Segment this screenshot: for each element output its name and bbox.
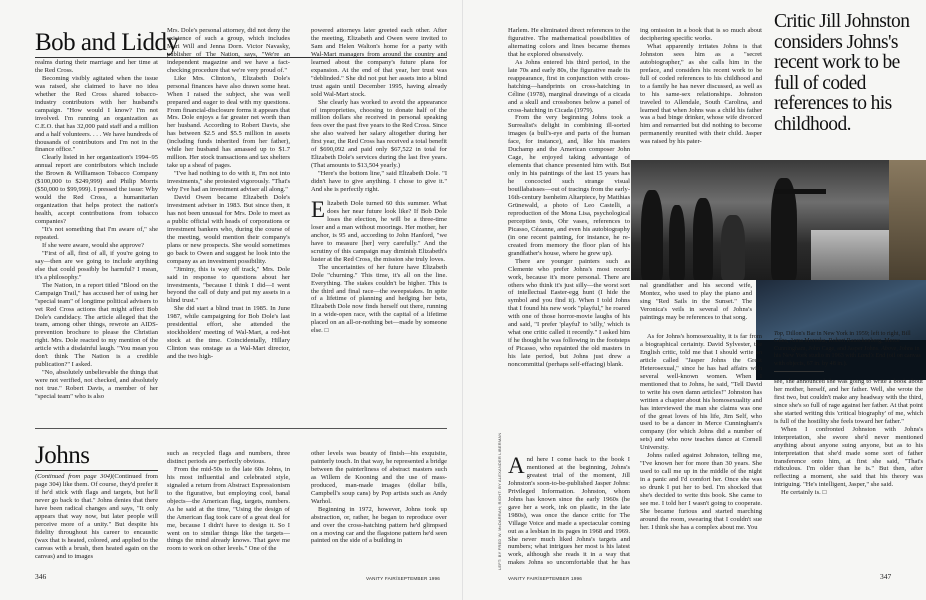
- paragraph: If she were aware, would she approve?: [42, 241, 144, 249]
- photo-dillons-bar: [631, 160, 889, 280]
- paragraph: [35, 473, 158, 560]
- paragraph: Johns railed against Johnston, telling me, "I've known her for more than 30 years. She used to call me up in the middle of the night in a panic and I'd comfort her. Once she was so drunk I put her to bed. I'm shocked that she's decided to write this book. She came to see me. I told her I wasn't going to cooperate. She became furious and started marching around the room, swearing that I couldn't sue her. I think she has a complex about me. You: [640, 452, 762, 531]
- paragraph: She clearly has worked to avoid the appearance of improprieties, choosing to donate half of the million dollars she received in personal speaking fees over the past five years to the Red Cross. Since she also waived her salary altogether during her first year, the Red Cross has received a total benefit of $690,092 and paid only $67,522 in total for Elizabeth Dole's services during the last five years. (That amounts to $13,504 yearly.): [311, 98, 447, 170]
- johns-column-4-continued: [508, 456, 630, 566]
- photo-studio-strip: [889, 160, 926, 280]
- caption-text: Johns in his New York studio in 1963 with: [774, 345, 920, 360]
- paragraph: nal grandfather and his second wife, Montez, who used to play the piano and sing "Red Sails in the Sunset." The Veronica's veils in several of Johns's paintings may be references to that song.: [640, 282, 752, 321]
- paragraph: What apparently irritates Johns is that Johnston sees him as a "secret autobiographer," as she calls him in the preface, and considers his recent work to be full of coded references to his childhood and to a family he has never discussed, as well as to his same-sex relationships. Johnston traveled to Allendale, South Carolina, and learned that when Johns was a child his father was a bad binge drinker, whose wife divorced him and remarried but did nothing to become permanently reunited with their child. Jasper was raised by his pater-: [640, 42, 762, 146]
- johns-column-3: [311, 450, 447, 554]
- bob-liddy-column-2: [167, 27, 290, 404]
- figure-silhouette: [669, 205, 685, 280]
- figure-silhouette: [641, 190, 663, 280]
- paragraph: From the mid-50s to the late 60s Johns, in his most influential and celebrated style, signaled a return from Abstract Expressionism to the figurative, but employing cool, banal objects—the American flag, targets, numbers. As he said at the time, "Using the design of the American flag took care of a great deal for me, because I didn't have to design it. So I went on to similar things like the targets—things the mind already knows. That gave me room to work on other levels." One of the: [167, 465, 290, 553]
- heading-rule: [35, 470, 158, 471]
- running-footer: VANITY FAIR/SEPTEMBER 1996: [366, 576, 440, 581]
- paragraph: Beginning in 1972, however, Johns took up abstraction, or, rather, he began to reproduce over and over the cross-hatching pattern he'd glimpsed on a moving car and the flagstone pattern he'd seen painted on the side of a building in: [311, 505, 447, 545]
- caption-label-top: Top,: [774, 331, 785, 337]
- paragraph: Clearly listed in her organization's 1994–95 annual report are contributors which include the Brown & Williamson Tobacco Company ($100,000 to $249,999) and Philip Morris ($50,000 to $99,999). I pressed the issue: Why would the Red Cross, a humanitarian organization that helps protect the nation's health, accept contributions from tobacco companies?: [35, 154, 158, 226]
- continued-from-note: (Continued from page 304): [35, 473, 113, 480]
- paragraph: Harlem. He eliminated direct references to the figurative. The mathematical possibilities of alternating colors and lines became themes that he explored obsessively.: [508, 27, 630, 58]
- paragraph: "First of all, first of all, if you're going to say—then are we going to include anything else that could possibly be harmful? I mean, it's a philosophy.": [35, 249, 158, 281]
- paragraph: Mrs. Dole's personal attorney, did not deny the existence of such a group, which includes Mari Will and Jenna Dorn. Victor Navasky, publisher of The Nation, says, "We're an independent magazine and we have a fact-checking procedure that we're very proud of.": [167, 27, 290, 74]
- section-divider: [35, 428, 447, 429]
- pull-quote: Critic Jill Johnston considers Johns's recent work to be full of coded references to his childhood.: [774, 11, 910, 135]
- paragraph: The uncertainties of her future have Elizabeth Dole "churning." This time, it's all on the line. Everything. The stakes couldn't be higher. This is the third and final race—the sweepstakes. In spite of a lifetime of planning and hedging her bets, Elizabeth Dole now finds herself out there, running in a wide-open race, with the capital of a lifetime placed on an all-or-nothing bet—made by someone else. □: [311, 263, 447, 335]
- dropcap-letter: E: [311, 197, 326, 223]
- figure-silhouette: [693, 198, 713, 280]
- johns-column-2: [167, 450, 290, 562]
- article-heading-bob-and-liddy: Bob and Liddy: [35, 29, 179, 56]
- bob-liddy-column-3: [311, 27, 447, 404]
- paragraph: Becoming visibly agitated when the issue was raised, she claimed to have no idea whether the Red Cross shared tobacco-industry contributors with her husband's campaign. "How would I know? I'm not involved. I'm running an organization as C.E.O. that has 32,000 paid staff and a million and a half volunteers. . . . We have hundreds of thousands of contributors and I'm not in the finance office.": [35, 74, 158, 154]
- paragraph-text: nd here I come back to the book I mentioned at the beginning, Johns's greatest trial of the moment, Jill Johnston's soon-to-be-published Jasper Johns: Privileged Information. Johnston, whom Johns has known since the early 1960s (he gave her a work, ink on plastic, in the late 1980s), was once the dance critic for The Village Voice and made a spectacular coming out as a lesbian in its pages in 1968 and 1969. She never much liked Johns's targets and numbers; what intrigues her most is his latest work, although she reads it in a way that makes Johns so uncomfortable that he has: [508, 456, 630, 566]
- johns-column-5-middle: [640, 282, 752, 332]
- paragraph: She did start a blind trust in 1985. In June 1987, while campaigning for Bob Dole's last presidential effort, she attended the stockholders' meeting of Wal-Mart, a red-hot stock at the time. Coincidentally, Hillary Clinton was onstage as a Wal-Mart director, and the two high-: [167, 305, 290, 361]
- paragraph: Like Mrs. Clinton's, Elizabeth Dole's personal finances have also drawn some heat. When I raised the subject, she was well prepared and eager to deal with my questions. From financial-disclosure forms it appears that Mrs. Dole enjoys a far greater net worth than her husband. According to Robert Davis, she has between $2.5 and $5.5 million in assets (including funds inherited from her father), while her husband has amassed up to $1.7 million. Her stock transactions and tax shelters take up a sheaf of pages.: [167, 74, 290, 170]
- paragraph: From the very beginning Johns took a Surrealist's delight in combining ill-sorted images (a bull's-eye and parts of the human face, for instance), and, like his masters Duchamp and the American composer John Cage, he enjoyed taking advantage of elements that chance presented him with. But only in his paintings of the last 15 years has he concocted such strange visual bouillabaisses—out of tracings from the early-16th-century Isenheim Altarpiece, by Matthias Grünewald, a photo of Leo Castelli, a reproduction of the Mona Lisa, psychological perception tests, Ohr vases, references to Picasso, Cézanne, and even his autobiography (in one recent painting, for instance, he re-created from memory the floor plan of his grandfather's house, where he grew up).: [508, 114, 630, 257]
- photo-caption: [774, 331, 924, 368]
- caption-artwork-title: Land's End: [857, 353, 886, 360]
- paragraph-text: lizabeth Dole turned 60 this summer. What does her near future look like? If Bob Dole loses the election, he will be a three-time loser and a man without moorings. Her mother, her anchor, is 95 and, according to John Hanford, "we have to measure [her] very carefully." And the scrutiny of this campaign may diminish Elizabeth's luster at the Red Cross, the mission she truly loves.: [311, 200, 447, 263]
- paragraph: "It's not something that I'm aware of," she repeated.: [35, 226, 158, 241]
- johns-column-4: [508, 27, 630, 456]
- paragraph: ing omission in a book that is so much about deciphering specific works.: [640, 27, 762, 42]
- page-number: 347: [880, 572, 892, 581]
- caption-rule: [774, 371, 824, 372]
- caption-text: Dillon's Bar in New York in 1959; left to right, Bill Giles, Anna Moreska, Robert Rauschenberg, Merce Cunningham, John Cage, and Jasper Johns.: [774, 331, 911, 352]
- article-heading-johns: Johns: [35, 442, 90, 469]
- paragraph: such as recycled flags and numbers, three distinct periods are perfectly obvious.: [167, 450, 290, 465]
- paragraph: He certainly is. □: [781, 489, 827, 497]
- johns-column-6: [774, 378, 923, 534]
- johns-column-5-bottom: [640, 333, 762, 566]
- running-footer: VANITY FAIR/SEPTEMBER 1996: [508, 576, 582, 581]
- johns-column-5-top: [640, 27, 762, 157]
- johns-column-1: [35, 473, 158, 563]
- pull-quote-bar: [774, 189, 826, 194]
- paragraph: powered attorneys later greeted each other. After the meeting, Elizabeth and Owen were invited to Sam and Helen Walton's home for a party with Wal-Mart managers from around the country and learned about the company's future plans for expansion. At the end of that year, her trust was "deblinded." She did not put her assets into a blind trust again until December 1995, having already sold Wal-Mart stock.: [311, 27, 447, 98]
- paragraph: When I confronted Johnston with Johns's interpretation, she swore she'd never mentioned anything about anyone suing anyone, but as to his interpretation that she'd made some sort of father transference onto him, at first she said, "That's ridiculous. I'm older than he is." But then, after reflecting a moment, she said that his theory was intriguing. "He's intelligent, Jasper," she said.: [774, 425, 923, 489]
- photo-credit: LEFT: BY FRED W. McDARRAH; RIGHT: BY ALEXANDER LIBERMAN: [497, 432, 502, 570]
- bar-counter: [811, 230, 889, 280]
- paragraph: "Here's the bottom line," said Elizabeth Dole. "I didn't have to give anything. I chose to give it." And she is perfectly right.: [311, 170, 447, 194]
- paragraph: As Johns entered his third period, in the late 70s and early 80s, the figurative made its reappearance, first in conjunction with cross-hatching—handprints on cross-hatching in Céline (1978), marginal drawings of a cicada and a skull and crossbones below a panel of cross-hatching in Cicada (1979).: [508, 58, 630, 114]
- paragraph: see, she announced she was going to write a book about her mother, herself, and her father. Well, she wrote the first two, but couldn't make any headway with the third, since she's so full of rage against her father. At that point she started writing this 'critical biography' of me, which is full of the hostility she feels toward her father.": [774, 378, 923, 425]
- paragraph: "No, absolutely unbelievable the things that were not verified, not checked, and absolutely not true." Robert Davis, a member of her "special team" who is also: [35, 369, 158, 401]
- dropcap-letter: A: [508, 456, 525, 478]
- paragraph: David Owen became Elizabeth Dole's investment adviser in 1983. But since then, it has not been unusual for Mrs. Dole to meet as a public official with heads of corporations or investment bankers who, during the course of the meeting, would mention their company's plans or new prospects. She would sometimes go back to Owen and suggest he look into the company as an investment possibility.: [167, 194, 290, 265]
- paragraph: The Nation, in a report titled "Blood on the Campaign Trail," has accused her of using her "special team" of longtime political advisers to vet Red Cross actions that might affect Bob Dole's candidacy. The article alleged that the team, among other things, rewrote an AIDS-prevention brochure to please the Christian right. Mrs. Dole reacted to my mention of the article with a disdainful laugh. "You mean you don't think The Nation is a credible publication?" I asked.: [35, 281, 158, 369]
- paragraph: As for Johns's homosexuality, it is far from a biographical certainty. David Sylvester, the English critic, told me that I should write an article called "Jasper Johns the Great Heterosexual," since he has had affairs with several well-known women. When I mentioned that to Johns, he said, "Tell David to write his own damn articles!" Johnston has written a chapter about his homosexuality and has interviewed the man she claims was one of the great loves of his life, Jim Self, who used to be a dancer in Merce Cunningham's company (for which Johns did a number of sets) and who now teaches dance at Cornell University.: [640, 333, 762, 452]
- dropcap-paragraph: [311, 197, 447, 264]
- bob-liddy-column-1: [35, 59, 158, 404]
- figure-silhouette: [721, 215, 745, 280]
- paragraph: "Jiminy, this is way off track," Mrs. Dole said in response to questions about her investments, "because I think I did—I went beyond the call of duty and put my assets in a blind trust.": [167, 265, 290, 305]
- dropcap-paragraph: [508, 456, 630, 566]
- page-number: 346: [35, 572, 47, 581]
- paragraph: other levels was beauty of finish—his exquisite, painterly touch. In that way, he represented a bridge between the painterliness of abstract masters such as Willem de Kooning and the use of mass-produced, man-made images (dollar bills, Campbell's soup cans) by Pop artists such as Andy Warhol.: [311, 450, 447, 505]
- paragraph: There are younger painters such as Clemente who prefer Johns's most recent work, because it's more personal. There are others who think it's just silly—the worst sort of intellectual Easter-egg hunt (I hide the symbol and you find it). When I told Johns that I found his new work "playful," he roared with one of those horror-movie laughs of his and said, "I prefer 'playful' to 'silly,' which is what one critic called it recently." I asked him if he thought he was following in the footsteps of Picasso, who repainted the old masters in his late period, but Johns just drew a noncommittal (perhaps self-effacing) blank.: [508, 257, 630, 369]
- caption-label-above: Above,: [881, 345, 898, 352]
- caption-text: (oil on canvas with objects, 67 in. by 48 in.).: [774, 353, 921, 367]
- paragraph: realms during their marriage and her time at the Red Cross.: [35, 59, 158, 74]
- paragraph-text: (Continued from page 304) like them. Of course, they'd prefer it if he'd stick with flags and targets, but he'll never go back to that." Johns denies that there have been radical changes and says, "It only appears that way now, but later people will perceive more of a unity." But despite his fidelity throughout his career to encaustic (wax that is heated, colored, and applied to the canvas with a brush, then heated again on the canvas) and to images: [35, 473, 158, 560]
- paragraph: "I've had nothing to do with it, I'm not into investments," she protested vigorously. "That's why I've had an investment adviser all along.": [167, 170, 290, 194]
